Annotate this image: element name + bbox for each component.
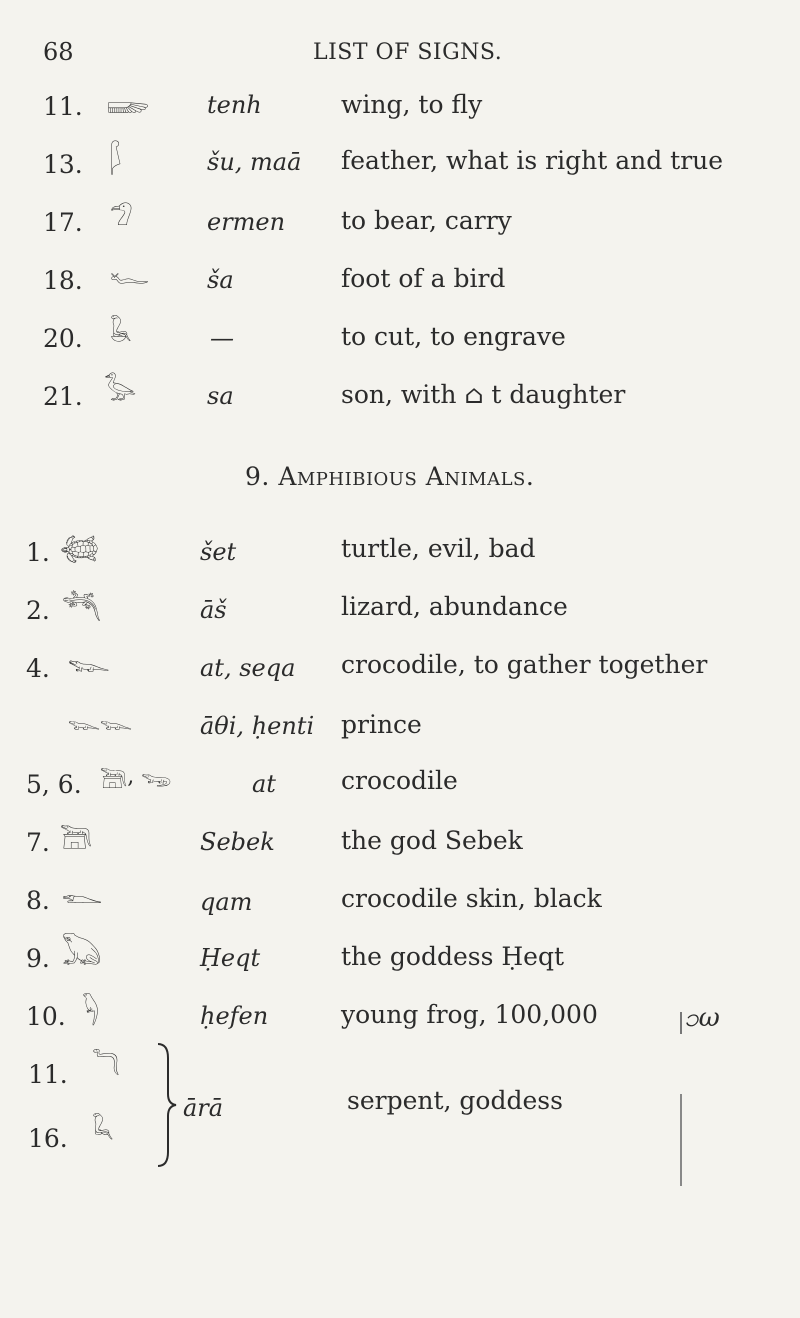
row-number: 11. [43,92,83,121]
transliteration: ša [207,266,234,294]
section-heading [245,462,534,491]
page-title: LIST OF SIGNS. [313,40,503,65]
meaning: the god Sebek [341,826,523,855]
two-crocodiles-glyph-icon: 𓆊𓆊 [68,710,133,734]
cobra-glyph-icon: 𓆓 [92,1052,120,1082]
transliteration: ermen [207,208,286,236]
wing-glyph-icon: 𓆃 [107,90,150,120]
sebek-glyph-icon: 𓆋 [60,820,93,850]
meaning: feather, what is right and true [341,146,724,175]
row-number: 18. [43,266,83,295]
bird-foot-glyph-icon: 𓆑 [110,260,150,290]
meaning: the goddess Ḥeqt [341,942,564,971]
row-number: 20. [43,324,83,353]
meaning: to cut, to engrave [341,322,566,351]
row-number: 7. [26,828,50,857]
row-number: 21. [43,382,83,411]
transliteration: qam [200,888,253,916]
young-frog-glyph-icon: 𓆐 [82,996,100,1026]
meaning: crocodile [341,766,458,795]
transliteration: ārā [183,1094,224,1122]
grouping-brace [154,1040,178,1170]
transliteration: šu, maā [207,148,302,176]
section-number: 9. [245,462,270,491]
transliteration: at [252,770,276,798]
turtle-glyph-icon: 𓆉 [60,532,99,562]
row-number: 10. [26,1002,66,1031]
row-number: 13. [43,150,83,179]
transliteration: Sebek [200,828,275,856]
section-title: Amphibious Animals. [278,462,535,491]
meaning: prince [341,710,422,739]
frog-goddess-glyph-icon: 𓆏 [62,936,102,966]
crocodile-skin-glyph-icon: 𓆍 [62,880,102,910]
transliteration: tenh [207,91,262,119]
crocodile-variants-glyph-icon: 𓆋, 𓆌 [100,764,172,789]
row-number: 17. [43,208,83,237]
cobra-on-basket-glyph-icon: 𓆗 [92,1116,114,1146]
transliteration: — [210,324,234,352]
meaning: to bear, carry [341,206,512,235]
transliteration: sa [207,382,234,410]
transliteration: šet [200,538,237,566]
row-number: 9. [26,944,50,973]
meaning: wing, to fly [341,90,483,119]
meaning: turtle, evil, bad [341,534,536,563]
handwritten-margin-note: ၁ω [684,1003,720,1033]
page-number: 68 [43,38,74,66]
meaning: lizard, abundance [341,592,568,621]
row-number: 2. [26,596,50,625]
row-number: 8. [26,886,50,915]
row-number: 5, 6. [26,770,82,799]
meaning: crocodile skin, black [341,884,602,913]
transliteration: āθi, ḥenti [200,712,315,740]
transliteration: āš [200,596,227,624]
transliteration: Ḥeqt [200,944,261,972]
row-number: 11. [28,1060,68,1089]
transliteration: ḥefen [200,1002,269,1030]
meaning: serpent, goddess [347,1086,563,1115]
row-number: 4. [26,654,50,683]
feather-glyph-icon: 𓆄 [110,144,122,174]
meaning: crocodile, to gather together [341,650,708,679]
lizard-glyph-icon: 𓆈 [62,590,102,620]
margin-mark [680,1012,682,1034]
row-number: 1. [26,538,50,567]
meaning: son, with ⌂ t daughter [341,380,626,409]
meaning: foot of a bird [341,264,506,293]
crocodile-glyph-icon: 𓆊 [68,648,110,678]
meaning: young frog, 100,000 [341,1000,598,1029]
claw-glyph-icon: 𓆘 [110,318,132,348]
row-number: 16. [28,1124,68,1153]
margin-rule [680,1094,682,1186]
transliteration: at, seqa [200,654,296,682]
bird-carrying-glyph-icon: 𓅿 [110,203,133,233]
egg-glyph-icon: 𓅭 [104,376,137,406]
